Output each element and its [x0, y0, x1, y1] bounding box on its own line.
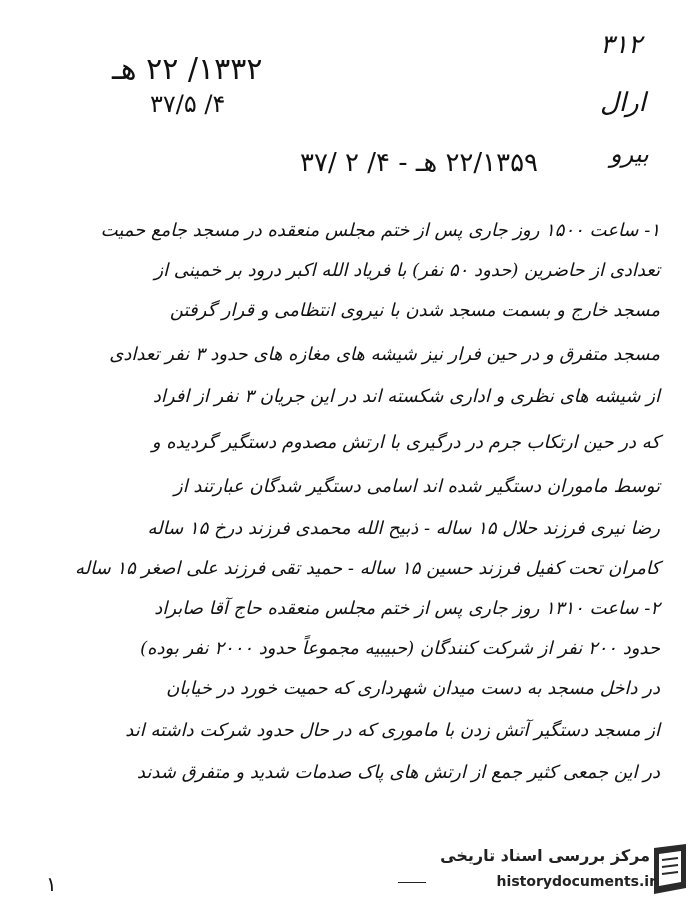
header-date-top-left: ۱۳۳۲/ ۲۲ هـ	[112, 52, 263, 87]
body-line-14: در این جمعی کثیر جمع از ارتش های پاک صدمات شدید و متفرق شدند	[136, 762, 660, 783]
body-line-12: در داخل مسجد به دست میدان شهرداری که حمیت خورد در خیابان	[166, 678, 660, 699]
body-line-2: تعدادی از حاضرین (حدود ۵۰ نفر) با فریاد الله اکبر درود بر خمینی از	[154, 260, 660, 281]
body-line-8: رضا نیری فرزند حلال ۱۵ ساله - ذبیح الله محمدی فرزند درخ ۱۵ ساله	[147, 518, 660, 539]
dateline-value: ۲۲/۱۳۵۹ هـ - ۴/ ۲ /۳۷	[300, 148, 539, 178]
header-number-top-right: ۳۱۲	[600, 30, 642, 60]
margin-number: ۱	[46, 872, 57, 896]
body-line-13: از مسجد دستگیر آتش زدن با ماموری که در حال حدود شرکت داشته اند	[125, 720, 660, 741]
watermark	[440, 840, 690, 906]
watermark-title: مرکز بررسی اسناد تاریخی	[440, 846, 650, 865]
body-line-11: حدود ۲۰۰ نفر از شرکت کنندگان (حبیبیه مجموعاً حدود ۲۰۰۰ نفر بوده)	[140, 638, 660, 659]
header-ref-top-left: ۳۷/۵ /۴	[150, 90, 226, 118]
body-line-3: مسجد خارج و بسمت مسجد شدن با نیروی انتظامی و قرار گرفتن	[169, 300, 660, 321]
body-line-4: مسجد متفرق و در حین فرار نیز شیشه های مغازه های حدود ۳ نفر تعدادی	[109, 344, 660, 365]
body-line-10: ۲- ساعت ۱۳۱۰ روز جاری پس از ختم مجلس منعقده حاج آقا صابراد	[154, 598, 660, 619]
body-line-7: توسط ماموران دستگیر شده اند اسامی دستگیر شدگان عبارتند از	[174, 476, 660, 497]
header-note-top-right: ارال	[600, 88, 646, 118]
dateline-label: بیرو	[610, 140, 649, 168]
body-line-5: از شیشه های نظری و اداری شکسته اند در این جریان ۳ نفر از افراد	[152, 386, 660, 407]
signature-mark	[398, 882, 426, 883]
body-line-9: کامران تحت کفیل فرزند حسین ۱۵ ساله - حمید تقی فرزند علی اصغر ۱۵ ساله	[74, 558, 660, 579]
body-line-6: که در حین ارتکاب جرم در درگیری با ارتش مصدوم دستگیر گردیده و	[151, 432, 660, 453]
archive-logo-icon	[650, 842, 690, 898]
watermark-url: historydocuments.ir	[496, 874, 656, 890]
body-line-1: ۱- ساعت ۱۵۰۰ روز جاری پس از ختم مجلس منعقده در مسجد جامع حمیت	[100, 220, 660, 241]
